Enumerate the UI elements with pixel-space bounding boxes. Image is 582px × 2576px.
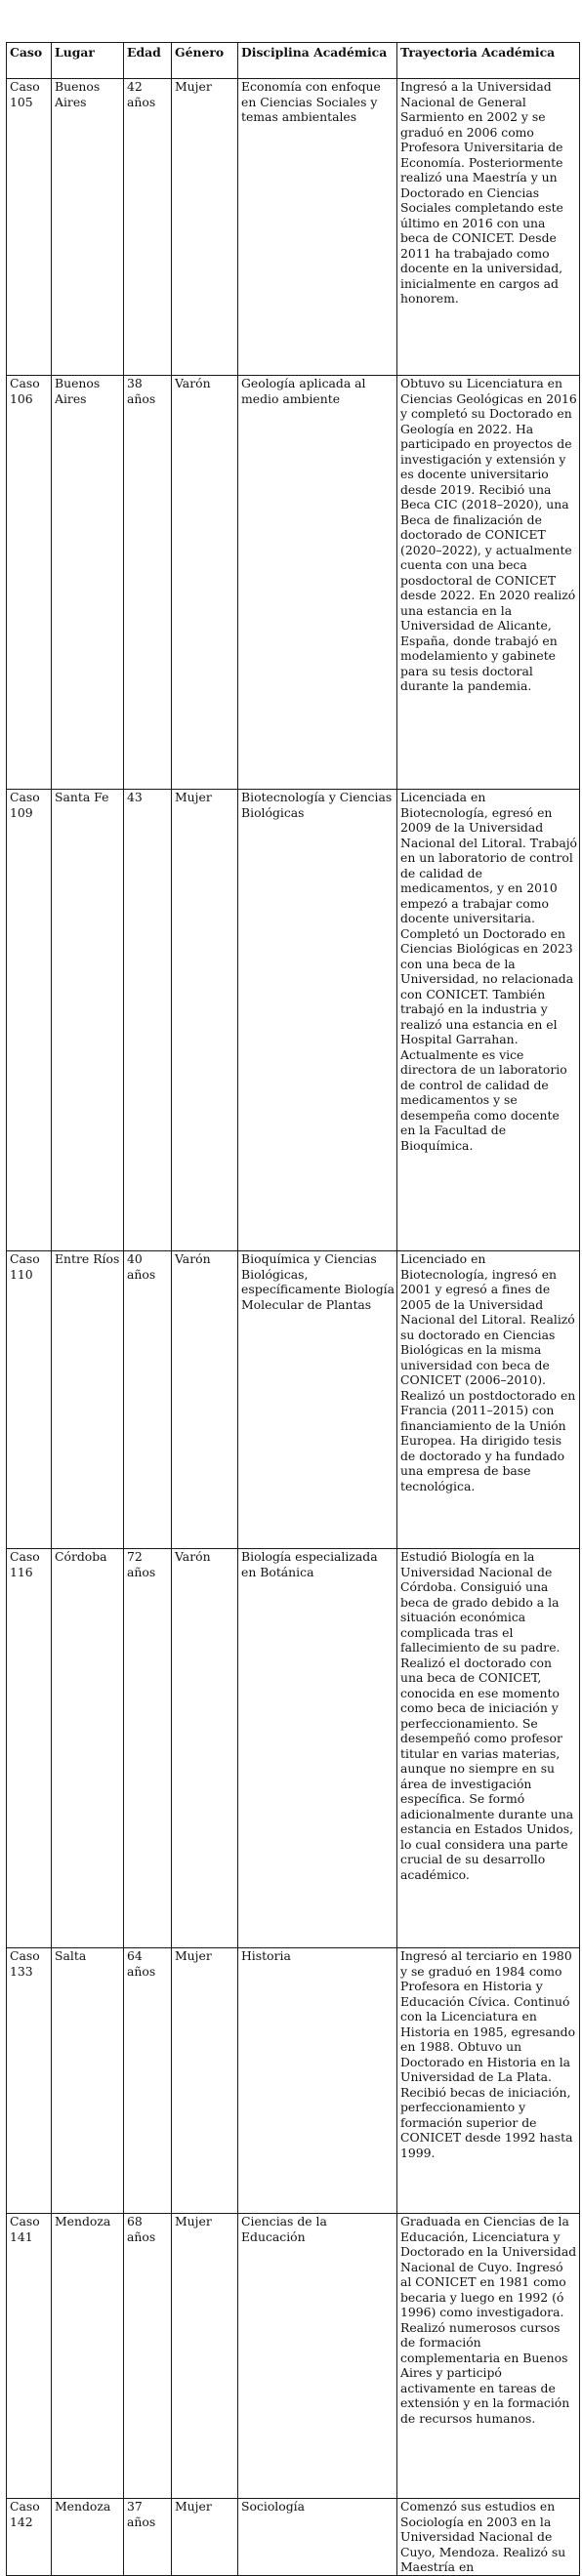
cell-caso: Caso 133 bbox=[7, 1948, 52, 2214]
table-row bbox=[7, 376, 580, 790]
table-row bbox=[7, 2499, 580, 2576]
table-row bbox=[7, 1549, 580, 1948]
cell-disciplina: Geología aplicada al medio ambiente bbox=[238, 376, 397, 790]
header-row bbox=[7, 43, 580, 79]
cell-disciplina: Economía con enfoque en Ciencias Sociales y temas ambientales bbox=[238, 79, 397, 376]
cell-edad: 40 años bbox=[124, 1251, 172, 1549]
cell-trayectoria: Comenzó sus estudios en Sociología en 2003 en la Universidad Nacional de Cuyo, Mendoza. Realizó su Maestría en bbox=[397, 2499, 580, 2576]
cell-trayectoria: Graduada en Ciencias de la Educación, Licenciatura y Doctorado en la Universidad Nacional de Cuyo. Ingresó al CONICET en 1981 como becaria y luego en 1992 (ó 1996) como investigadora. Realizó numerosos cursos de formación complementaria en Buenos Aires y participó activamente en tareas de extensión y en la formación de recursos humanos. bbox=[397, 2214, 580, 2499]
cell-edad: 38 años bbox=[124, 376, 172, 790]
cell-disciplina: Biología especializada en Botánica bbox=[238, 1549, 397, 1948]
cell-disciplina: Historia bbox=[238, 1948, 397, 2214]
cell-trayectoria: Estudió Biología en la Universidad Nacional de Córdoba. Consiguió una beca de grado debido a la situación económica complicada tras el fallecimiento de su padre. Realizó el doctorado con una beca de CONICET, conocida en ese momento como beca de iniciación y perfeccionamiento. Se desempeñó como profesor titular en varias materias, aunque no siempre en su área de investigación específica. Se formó adicionalmente durante una estancia en Estados Unidos, lo cual considera una parte crucial de su desarrollo académico. bbox=[397, 1549, 580, 1948]
table-row bbox=[7, 1948, 580, 2214]
cell-genero: Mujer bbox=[172, 790, 238, 1251]
cell-genero: Mujer bbox=[172, 1948, 238, 2214]
cell-edad: 42 años bbox=[124, 79, 172, 376]
cell-genero: Varón bbox=[172, 1251, 238, 1549]
cell-disciplina: Biotecnología y Ciencias Biológicas bbox=[238, 790, 397, 1251]
table-body bbox=[7, 79, 580, 2576]
cell-edad: 64 años bbox=[124, 1948, 172, 2214]
cell-lugar: Entre Ríos bbox=[52, 1251, 124, 1549]
table-row bbox=[7, 79, 580, 376]
header-disciplina: Disciplina Académica bbox=[238, 43, 397, 79]
cell-genero: Mujer bbox=[172, 79, 238, 376]
cases-table bbox=[6, 42, 580, 2576]
cell-edad: 37 años bbox=[124, 2499, 172, 2576]
cell-disciplina: Sociología bbox=[238, 2499, 397, 2576]
table-row bbox=[7, 1251, 580, 1549]
cell-caso: Caso 116 bbox=[7, 1549, 52, 1948]
header-trayectoria: Trayectoria Académica bbox=[397, 43, 580, 79]
header-edad: Edad bbox=[124, 43, 172, 79]
cell-trayectoria: Obtuvo su Licenciatura en Ciencias Geológicas en 2016 y completó su Doctorado en Geología en 2022. Ha participado en proyectos de investigación y extensión y es docente universitario desde 2019. Recibió una Beca CIC (2018–2020), una Beca de finalización de doctorado de CONICET (2020–2022), y actualmente cuenta con una beca posdoctoral de CONICET desde 2022. En 2020 realizó una estancia en la Universidad de Alicante, España, donde trabajó en modelamiento y gabinete para su tesis doctoral durante la pandemia. bbox=[397, 376, 580, 790]
header-lugar: Lugar bbox=[52, 43, 124, 79]
cell-edad: 68 años bbox=[124, 2214, 172, 2499]
cell-lugar: Buenos Aires bbox=[52, 79, 124, 376]
cell-edad: 72 años bbox=[124, 1549, 172, 1948]
cell-caso: Caso 109 bbox=[7, 790, 52, 1251]
cell-disciplina: Ciencias de la Educación bbox=[238, 2214, 397, 2499]
cell-lugar: Mendoza bbox=[52, 2499, 124, 2576]
cell-lugar: Salta bbox=[52, 1948, 124, 2214]
cell-trayectoria: Ingresó a la Universidad Nacional de General Sarmiento en 2002 y se graduó en 2006 como Profesora Universitaria de Economía. Posteriormente realizó una Maestría y un Doctorado en Ciencias Sociales completando este último en 2016 con una beca de CONICET. Desde 2011 ha trabajado como docente en la universidad, inicialmente en cargos ad honorem. bbox=[397, 79, 580, 376]
table-header bbox=[7, 43, 580, 79]
cell-caso: Caso 110 bbox=[7, 1251, 52, 1549]
cell-caso: Caso 106 bbox=[7, 376, 52, 790]
cell-genero: Varón bbox=[172, 1549, 238, 1948]
cell-genero: Mujer bbox=[172, 2499, 238, 2576]
cell-genero: Varón bbox=[172, 376, 238, 790]
cell-edad: 43 bbox=[124, 790, 172, 1251]
cell-lugar: Mendoza bbox=[52, 2214, 124, 2499]
cell-trayectoria: Licenciado en Biotecnología, ingresó en 2001 y egresó a fines de 2005 de la Universidad Nacional del Litoral. Realizó su doctorado en Ciencias Biológicas en la misma universidad con beca de CONICET (2006–2010). Realizó un postdoctorado en Francia (2011–2015) con financiamiento de la Unión Europea. Ha dirigido tesis de doctorado y ha fundado una empresa de base tecnológica. bbox=[397, 1251, 580, 1549]
cell-trayectoria: Ingresó al terciario en 1980 y se graduó en 1984 como Profesora en Historia y Educación Cívica. Continuó con la Licenciatura en Historia en 1985, egresando en 1988. Obtuvo un Doctorado en Historia en la Universidad de La Plata. Recibió becas de iniciación, perfeccionamiento y formación superior de CONICET desde 1992 hasta 1999. bbox=[397, 1948, 580, 2214]
cell-lugar: Córdoba bbox=[52, 1549, 124, 1948]
table-row bbox=[7, 2214, 580, 2499]
header-genero: Género bbox=[172, 43, 238, 79]
header-caso: Caso bbox=[7, 43, 52, 79]
cell-caso: Caso 105 bbox=[7, 79, 52, 376]
cell-trayectoria: Licenciada en Biotecnología, egresó en 2009 de la Universidad Nacional del Litoral. Trabajó en un laboratorio de control de calidad de medicamentos, y en 2010 empezó a trabajar como docente universitaria. Completó un Doctorado en Ciencias Biológicas en 2023 con una beca de la Universidad, no relacionada con CONICET. También trabajó en la industria y realizó una estancia en el Hospital Garrahan. Actualmente es vice directora de un laboratorio de control de calidad de medicamentos y se desempeña como docente en la Facultad de Bioquímica. bbox=[397, 790, 580, 1251]
cell-lugar: Buenos Aires bbox=[52, 376, 124, 790]
cell-disciplina: Bioquímica y Ciencias Biológicas, específicamente Biología Molecular de Plantas bbox=[238, 1251, 397, 1549]
cell-caso: Caso 142 bbox=[7, 2499, 52, 2576]
table-row bbox=[7, 790, 580, 1251]
cell-lugar: Santa Fe bbox=[52, 790, 124, 1251]
cell-caso: Caso 141 bbox=[7, 2214, 52, 2499]
cell-genero: Mujer bbox=[172, 2214, 238, 2499]
